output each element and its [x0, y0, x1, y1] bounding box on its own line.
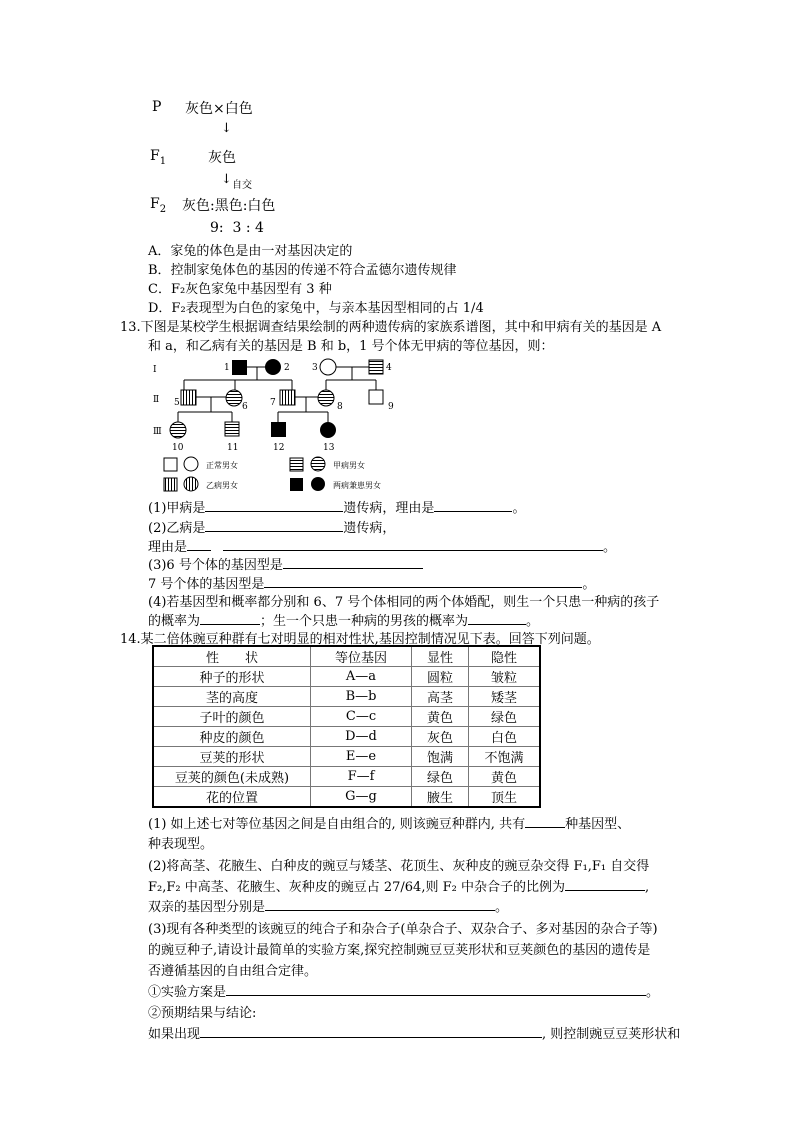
individual-11 — [225, 422, 239, 436]
legend-a-male — [290, 458, 303, 471]
q14-sub3-line1: (3)现有各种类型的该豌豆的纯合子和杂合子(单杂合子、双杂合子、多对基因的杂合子等) — [148, 922, 658, 937]
q14-sub3-line2: 的豌豆种子,请设计最简单的实验方案,探究控制豌豆豆荚形状和豆荚颜色的基因的遗传是 — [148, 943, 651, 958]
ind-num-1: 1 — [224, 363, 230, 373]
individual-2 — [265, 359, 281, 375]
individual-13 — [320, 422, 336, 438]
q14-if: 如果出现 , 则控制豌豆豆荚形状和 — [148, 1027, 681, 1042]
ind-num-5: 5 — [174, 398, 180, 408]
answer-blank[interactable] — [200, 1025, 542, 1038]
q12-option-b: B．控制家兔体色的基因的传递不符合孟德尔遗传规律 — [148, 263, 457, 278]
answer-blank[interactable] — [265, 898, 495, 911]
individual-3 — [320, 359, 336, 375]
f2-value: 灰色:黑色:白色 — [182, 198, 276, 214]
f1-value: 灰色 — [208, 150, 236, 166]
p-cross: 灰色×白色 — [185, 101, 253, 117]
table-header: 显性 — [412, 646, 469, 667]
individual-5 — [181, 390, 196, 405]
legend-normal-male — [164, 458, 177, 471]
table-header: 隐性 — [469, 646, 541, 667]
table-header-row — [153, 646, 540, 667]
ind-num-13: 13 — [323, 443, 335, 453]
answer-blank[interactable] — [223, 538, 603, 551]
q12-option-a: A．家兔的体色是由一对基因决定的 — [148, 244, 353, 259]
pedigree-chart — [150, 352, 520, 498]
answer-blank[interactable] — [468, 612, 526, 625]
table-header: 性 状 — [153, 646, 311, 667]
q13-sub1: (1)甲病是 遗传病，理由是 。 — [148, 501, 526, 516]
ind-num-6: 6 — [242, 402, 248, 412]
individual-1 — [232, 360, 247, 375]
answer-blank[interactable] — [226, 983, 646, 996]
individual-6 — [226, 390, 242, 406]
q13-sub4-line1: (4)若基因型和概率都分别和 6、7 号个体相同的两个体婚配，则生一个只患一种病的孩子 — [148, 595, 660, 610]
legend-b-label: 乙病男女 — [206, 481, 238, 490]
answer-blank[interactable] — [205, 499, 343, 512]
q14-sub1: (1) 如上述七对等位基因之间是自由组合的, 则该豌豆种群内, 共有 种基因型、 — [148, 817, 631, 832]
ind-num-3: 3 — [312, 363, 318, 373]
f1-row — [150, 148, 166, 167]
table-row: 豆荚的形状 E—e 饱满 不饱满 — [153, 747, 540, 767]
ind-num-12: 12 — [273, 443, 285, 453]
f1-label: F — [150, 148, 160, 164]
f1-sub: 1 — [159, 155, 167, 167]
ind-num-4: 4 — [386, 363, 392, 373]
individual-7 — [280, 390, 295, 405]
q13-sub2-reason: 理由是 。 — [148, 540, 617, 555]
legend-b-female — [184, 477, 198, 491]
table-header: 等位基因 — [311, 646, 412, 667]
q13-sub4-line2: 的概率为 ；生一个只患一种病的男孩的概率为 。 — [148, 614, 540, 629]
f2-row — [150, 196, 166, 215]
legend-b-male — [164, 478, 177, 491]
gen-label-3: Ⅲ — [153, 427, 162, 437]
f2-sub: 2 — [159, 203, 167, 215]
individual-12 — [271, 422, 286, 437]
q14-sub1-c: 种表现型。 — [148, 837, 214, 852]
answer-blank[interactable] — [525, 815, 565, 828]
legend-a-label: 甲病男女 — [333, 461, 365, 470]
traits-table — [152, 645, 541, 808]
gen-label-2: Ⅱ — [153, 395, 160, 405]
q13-stem-line2: 和 a，和乙病有关的基因是 B 和 b，1 号个体无甲病的等位基因，则： — [148, 339, 554, 354]
table-row: 种皮的颜色 D—d 灰色 白色 — [153, 727, 540, 747]
ind-num-8: 8 — [337, 402, 343, 412]
q13-sub3: (3)6 号个体的基因型是 — [148, 554, 423, 573]
q13-sub2: (2)乙病是 遗传病， — [148, 521, 396, 536]
ind-num-7: 7 — [270, 398, 276, 408]
table-row: 花的位置 G—g 腋生 顶生 — [153, 787, 540, 808]
legend-both-label: 两病兼患男女 — [333, 481, 381, 490]
q14-sub2-line1: (2)将高茎、花腋生、白种皮的豌豆与矮茎、花顶生、灰种皮的豌豆杂交得 F₁,F₁ 自交得 — [148, 859, 650, 874]
q14-sub3-line3: 否遵循基因的自由组合定律。 — [148, 964, 318, 979]
legend-normal-label: 正常男女 — [206, 461, 238, 470]
p-label: P — [152, 99, 162, 115]
table-row: 种子的形状 A—a 圆粒 皱粒 — [153, 667, 540, 687]
answer-blank[interactable] — [283, 556, 423, 569]
q14-sub2-line3: 双亲的基因型分别是 。 — [148, 900, 509, 915]
answer-blank[interactable] — [434, 499, 512, 512]
arrow-down-icon: ↓ — [221, 172, 232, 187]
ind-num-11: 11 — [227, 443, 239, 453]
ind-num-9: 9 — [388, 402, 394, 412]
legend-both-female — [311, 477, 325, 491]
individual-8 — [318, 390, 334, 406]
answer-blank[interactable] — [205, 519, 343, 532]
legend-both-male — [290, 478, 303, 491]
q14-sub2-line2: F₂,F₂ 中高茎、花腋生、灰种皮的豌豆占 27/64,则 F₂ 中杂合子的比例为 , — [148, 880, 650, 895]
individual-4 — [369, 360, 383, 374]
answer-blank[interactable] — [565, 878, 645, 891]
q14-stem: 14.某二倍体豌豆种群有七对明显的相对性状,基因控制情况见下表。回答下列问题。 — [120, 632, 600, 647]
q12-option-d: D．F₂表现型为白色的家兔中，与亲本基因型相同的占 1/4 — [148, 301, 484, 316]
answer-blank[interactable] — [187, 538, 211, 551]
q13-sub3-b: 7 号个体的基因型是 。 — [148, 577, 596, 592]
f2-ratio: 9: 3 : 4 — [210, 220, 264, 236]
q12-option-c: C．F₂灰色家兔中基因型有 3 种 — [148, 282, 332, 297]
answer-blank[interactable] — [200, 612, 260, 625]
table-row: 豆荚的颜色(未成熟) F—f 绿色 黄色 — [153, 767, 540, 787]
q13-stem-line1: 13.下图是某校学生根据调查结果绘制的两种遗传病的家族系谱图，其中和甲病有关的基因是 A — [120, 320, 662, 335]
f2-label: F — [150, 196, 160, 212]
gen-label-1: Ⅰ — [153, 365, 157, 375]
ind-num-2: 2 — [284, 363, 290, 373]
table-row: 子叶的颜色 C—c 黄色 绿色 — [153, 707, 540, 727]
legend-normal-female — [184, 457, 198, 471]
answer-blank[interactable] — [264, 575, 582, 588]
arrow-down-icon: ↓ — [221, 121, 232, 136]
individual-10 — [170, 422, 186, 438]
legend-a-female — [311, 457, 325, 471]
ind-num-10: 10 — [172, 443, 184, 453]
self-cross-label: 自交 — [232, 180, 252, 191]
q14-plan: ①实验方案是 。 — [148, 985, 660, 1000]
q14-predict: ②预期结果与结论: — [148, 1006, 257, 1021]
individual-9 — [369, 390, 383, 404]
table-row: 茎的高度 B—b 高茎 矮茎 — [153, 687, 540, 707]
